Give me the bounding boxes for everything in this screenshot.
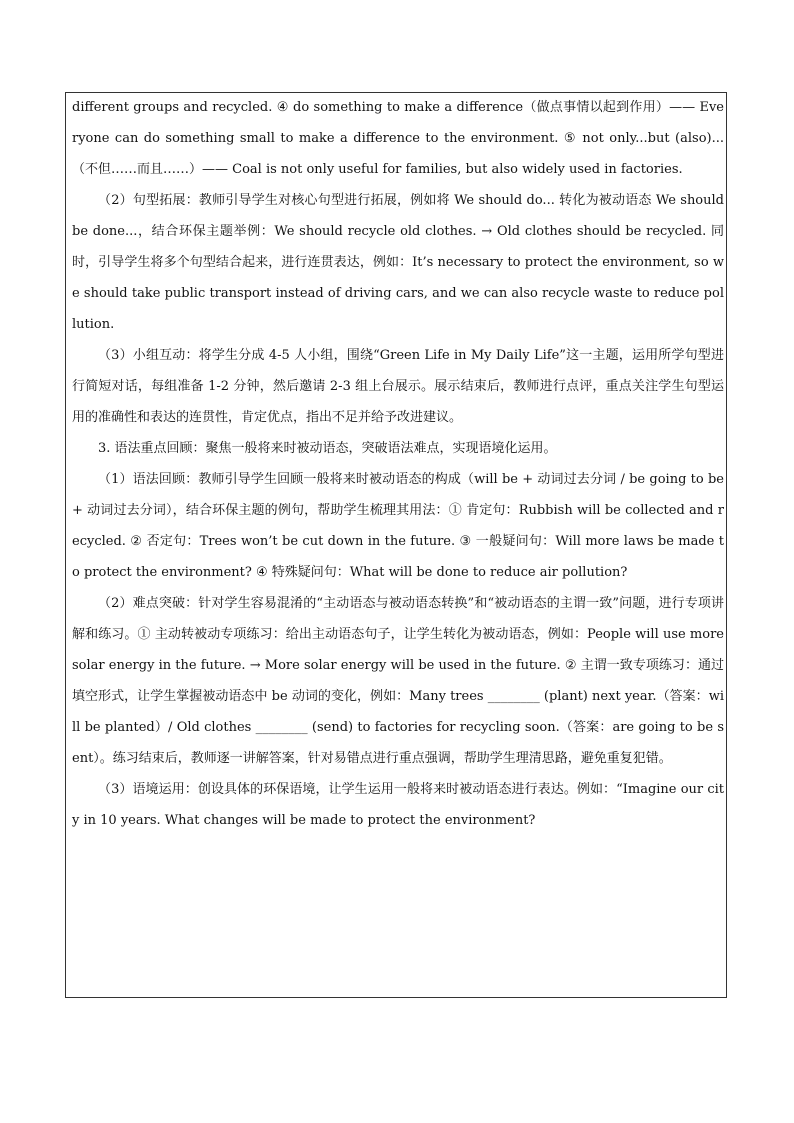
paragraph-group-interaction: （3）小组互动：将学生分成 4-5 人小组，围绕“Green Life in My Daily Life”这一主题，运用所学句型进行简短对话，每组准备 1-2 分钟，然后邀请 2-3 组上台展示。展示结束后，教师进行点评，重点关注学生句型运用的准确性和表达的连贯性，肯定优点，指出不足并给予改进建议。 <box>72 348 724 425</box>
paragraph-sentence-expansion: （2）句型拓展：教师引导学生对核心句型进行拓展，例如将 We should do... 转化为被动语态 We should be done...，结合环保主题举例：We should recycle old clothes. → Old clothes should be recycled. 同时，引导学生将多个句型结合起来，进行连贯表达，例如：It’s necessary to protect the environment, so we should take public transport instead of driving cars, and we can also recycle waste to reduce pollution. <box>72 193 724 332</box>
paragraph-grammar-review-heading: 3. 语法重点回顾：聚焦一般将来时被动语态，突破语法难点，实现语境化运用。 <box>98 441 557 456</box>
paragraph-phrases-continued: different groups and recycled. ④ do something to make a difference（做点事情以起到作用）—— Everyone can do something small to make a difference to the environment. ⑤ not only...but (also)...（不但……而且……）—— Coal is not only useful for families, but also widely used in factories. <box>72 100 724 177</box>
paragraph-context-application: （3）语境运用：创设具体的环保语境，让学生运用一般将来时被动语态进行表达。例如：“Imagine our city in 10 years. What changes will be made to protect the environment? <box>72 782 724 828</box>
paragraph-grammar-review: （1）语法回顾：教师引导学生回顾一般将来时被动语态的构成（will be + 动词过去分词 / be going to be + 动词过去分词），结合环保主题的例句，帮助学生梳理其用法：① 肯定句：Rubbish will be collected and recycled. ② 否定句：Trees won’t be cut down in the future. ③ 一般疑问句：Will more laws be made to protect the environment? ④ 特殊疑问句：What will be done to reduce air pollution? <box>72 472 724 580</box>
document-body <box>72 92 724 836</box>
paragraph-difficulty-breakthrough: （2）难点突破：针对学生容易混淆的“主动语态与被动语态转换”和“被动语态的主谓一致”问题，进行专项讲解和练习。① 主动转被动专项练习：给出主动语态句子，让学生转化为被动语态，例如：People will use more solar energy in the future. → More solar energy will be used in the future. ② 主谓一致专项练习：通过填空形式，让学生掌握被动语态中 be 动词的变化，例如：Many trees ________ (plant) next year.（答案：will be planted）/ Old clothes ________ (send) to factories for recycling soon.（答案：are going to be sent）。练习结束后，教师逐一讲解答案，针对易错点进行重点强调，帮助学生理清思路，避免重复犯错。 <box>72 596 724 766</box>
